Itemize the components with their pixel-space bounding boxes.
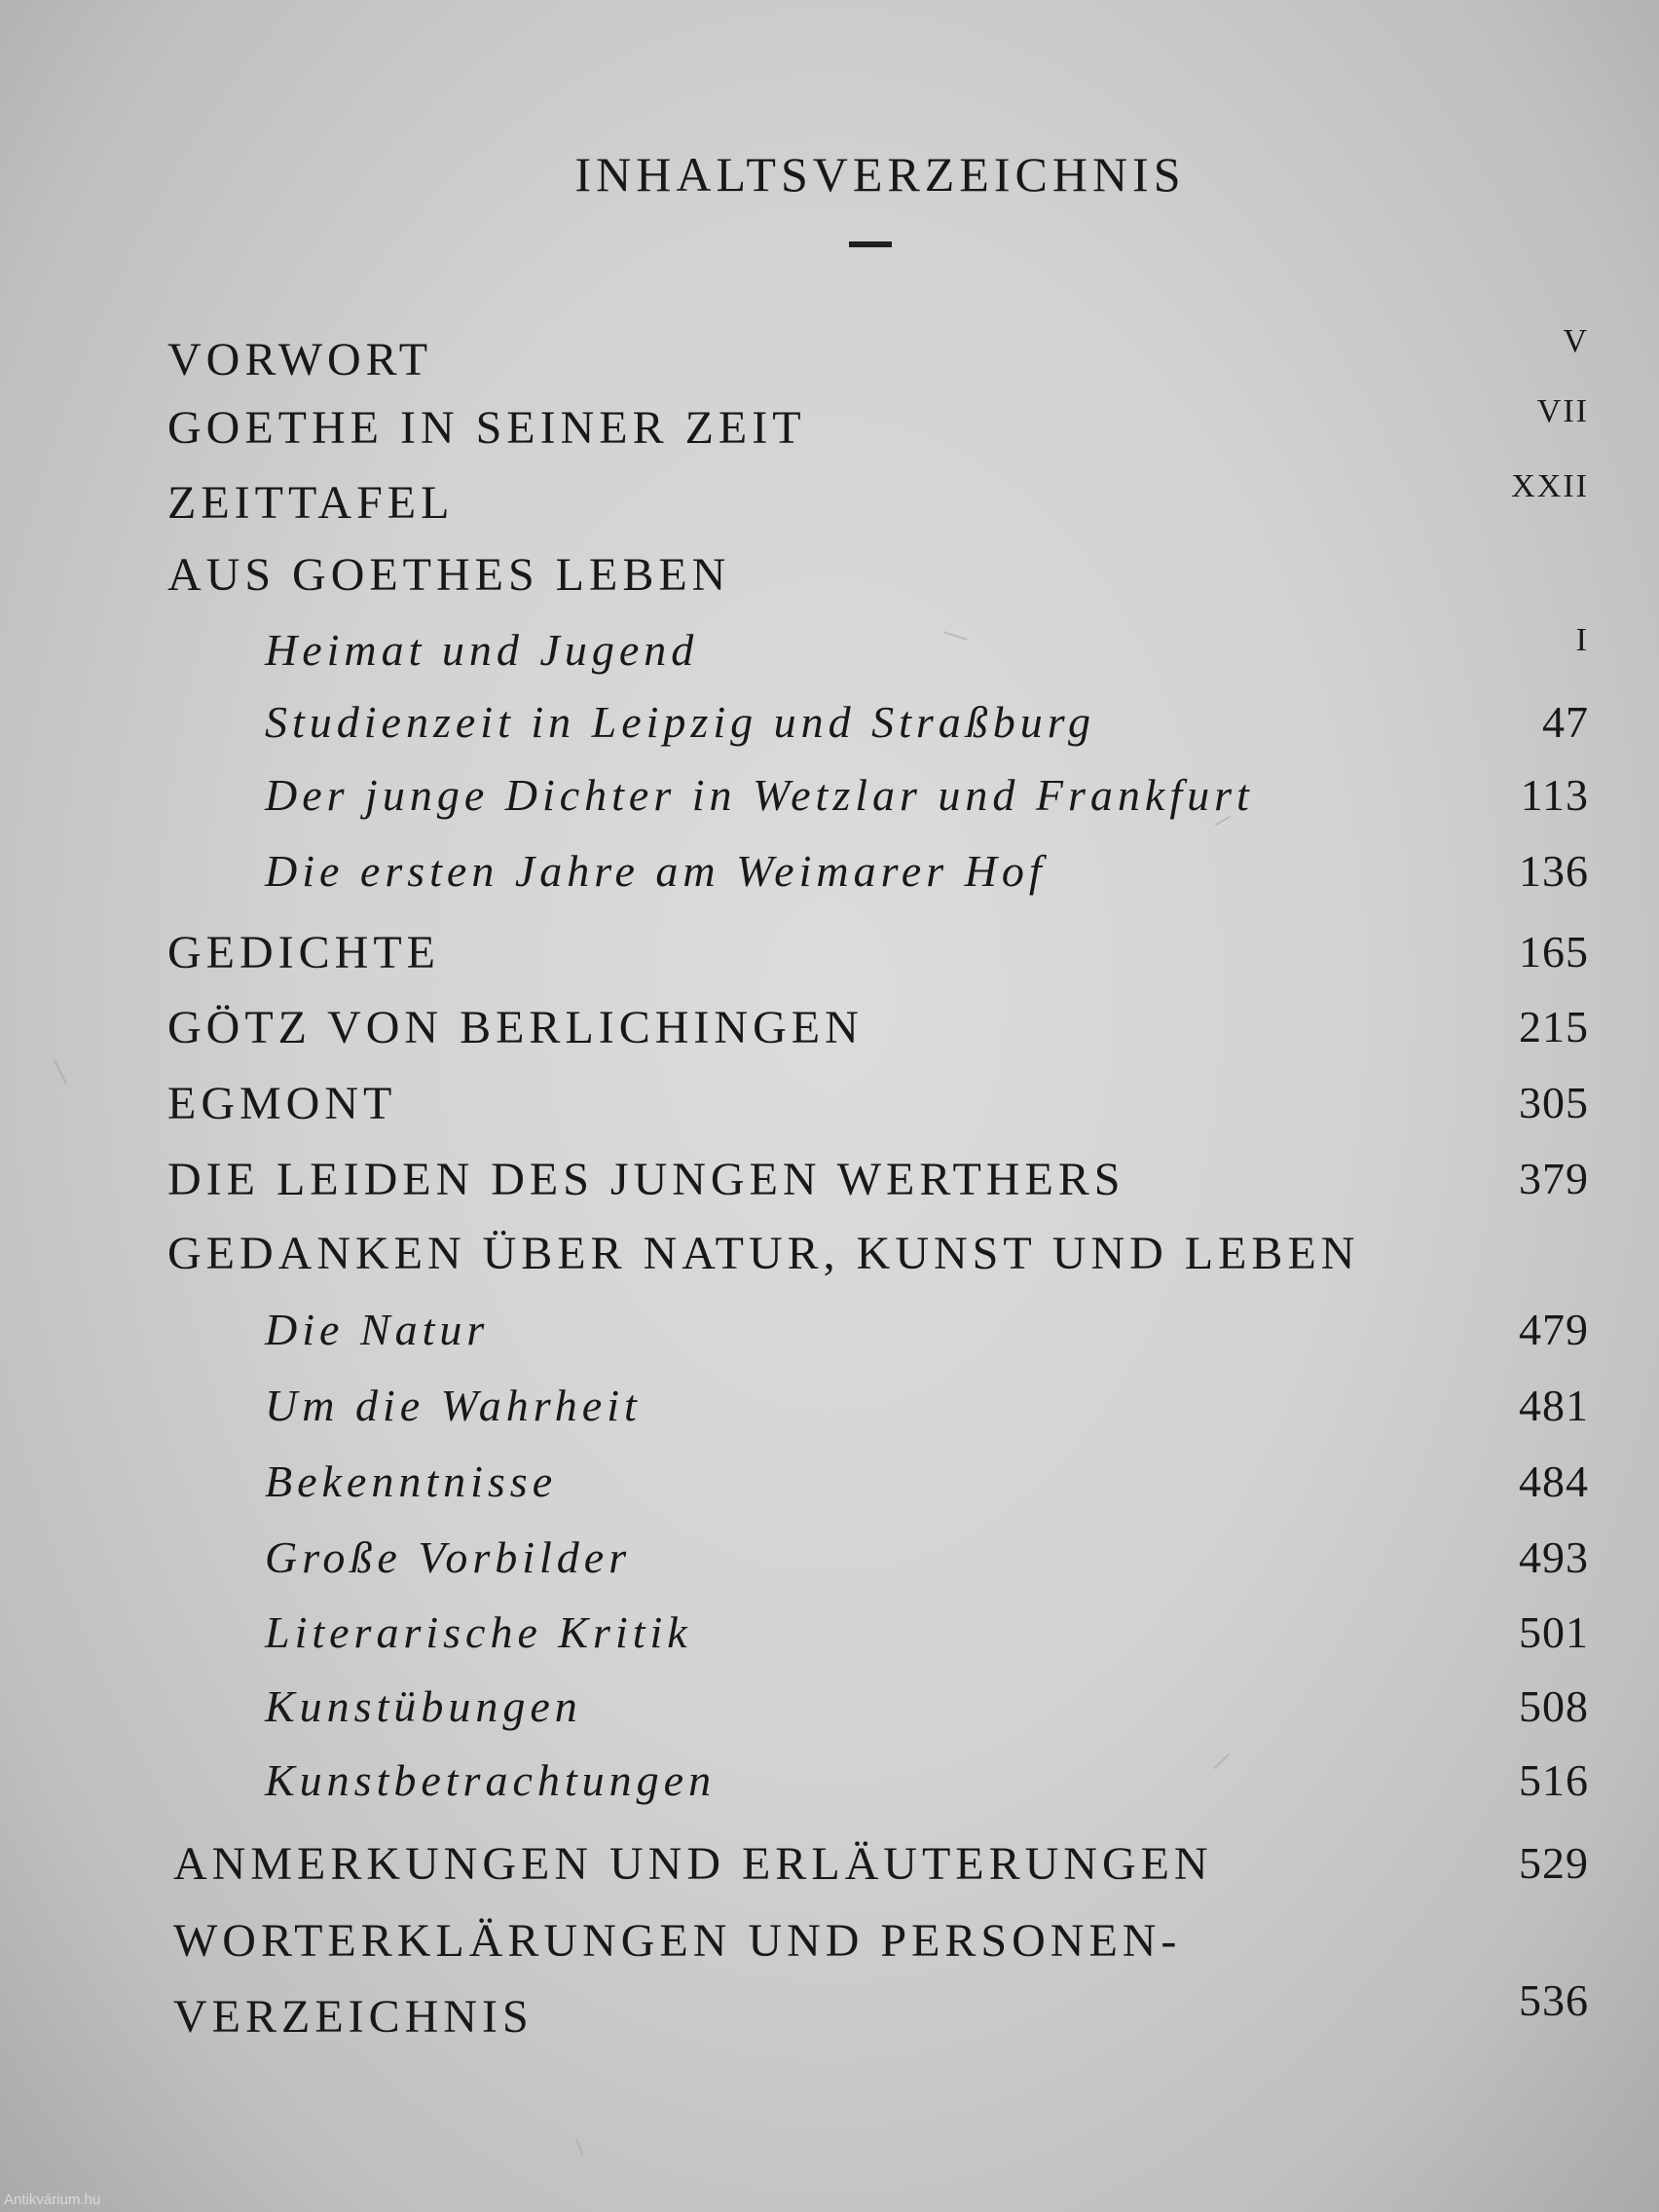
- toc-entry-label: DIE LEIDEN DES JUNGEN WERTHERS: [167, 1154, 1125, 1205]
- toc-page-number: 379: [1519, 1154, 1589, 1203]
- watermark-text: Antikvárium.hu: [4, 2192, 101, 2208]
- toc-entry-label: ZEITTAFEL: [167, 477, 455, 529]
- toc-entry-label: WORTERKLÄRUNGEN UND PERSONEN-: [173, 1915, 1182, 1967]
- toc-entry-label: GOETHE IN SEINER ZEIT: [167, 402, 806, 454]
- toc-page-number: I: [1575, 622, 1589, 658]
- toc-entry-label: Der junge Dichter in Wetzlar und Frankfurt: [265, 770, 1254, 820]
- toc-entry-label: Literarische Kritik: [265, 1607, 692, 1657]
- toc-entry-main: [0, 1149, 1659, 1217]
- toc-page-number: 305: [1519, 1078, 1589, 1127]
- toc-entry-main: [0, 468, 1659, 540]
- contents-title: INHALTSVERZEICHNIS: [574, 147, 1186, 202]
- toc-entry-main: [0, 1910, 1659, 1978]
- toc-entry-main: [0, 393, 1659, 465]
- toc-entry-label: GEDANKEN ÜBER NATUR, KUNST UND LEBEN: [167, 1228, 1360, 1279]
- toc-page-number: 493: [1519, 1532, 1589, 1582]
- toc-entry-label: Bekenntnisse: [265, 1456, 558, 1506]
- toc-entry-sub: [0, 1300, 1659, 1368]
- toc-entry-sub: [0, 1751, 1659, 1819]
- toc-entry-label: EGMONT: [167, 1078, 397, 1129]
- toc-page-number: 501: [1519, 1607, 1589, 1657]
- toc-section-heading: [0, 1223, 1659, 1291]
- toc-page-number: 536: [1519, 1975, 1589, 2025]
- toc-entry-sub: [0, 841, 1659, 909]
- toc-entry-label: ANMERKUNGEN UND ERLÄUTERUNGEN: [173, 1838, 1213, 1890]
- toc-entry-label: Heimat und Jugend: [265, 625, 699, 675]
- toc-page-number: 136: [1519, 846, 1589, 896]
- paper-fiber: [575, 2138, 584, 2155]
- toc-entry-label: Um die Wahrheit: [265, 1381, 642, 1430]
- toc-entry-label: Die Natur: [265, 1305, 490, 1354]
- toc-entry-sub: [0, 1452, 1659, 1520]
- toc-entry-main: [0, 1975, 1659, 2054]
- toc-entry-label: Kunstbetrachtungen: [265, 1755, 717, 1805]
- toc-entry-sub: [0, 1603, 1659, 1671]
- toc-entry-sub: [0, 1677, 1659, 1745]
- toc-entry-sub: [0, 620, 1659, 688]
- toc-entry-label: VERZEICHNIS: [173, 1991, 534, 2043]
- toc-page-number: 165: [1519, 927, 1589, 977]
- toc-entry-label: Studienzeit in Leipzig und Straßburg: [265, 697, 1095, 747]
- toc-page-number: 516: [1519, 1755, 1589, 1805]
- toc-page-number: 479: [1519, 1305, 1589, 1354]
- toc-entry-label: Kunstübungen: [265, 1681, 582, 1731]
- toc-entry-label: AUS GOETHES LEBEN: [167, 549, 731, 601]
- toc-entry-label: Große Vorbilder: [265, 1532, 632, 1582]
- toc-page-number: 481: [1519, 1381, 1589, 1430]
- toc-entry-main: [0, 997, 1659, 1065]
- toc-entry-sub: [0, 1376, 1659, 1444]
- toc-entry-label: GÖTZ VON BERLICHINGEN: [167, 1002, 864, 1053]
- toc-entry-sub: [0, 765, 1659, 833]
- toc-entry-main: [0, 323, 1659, 397]
- toc-page-number: V: [1563, 323, 1589, 359]
- toc-page-number: 529: [1519, 1838, 1589, 1888]
- toc-entry-main: [0, 1073, 1659, 1141]
- toc-entry-label: Die ersten Jahre am Weimarer Hof: [265, 846, 1047, 896]
- toc-page-number: 215: [1519, 1002, 1589, 1051]
- toc-page-number: XXII: [1511, 468, 1589, 504]
- toc-entry-main: [0, 1833, 1659, 1901]
- toc-page-number: VII: [1536, 393, 1589, 429]
- toc-entry-label: VORWORT: [167, 334, 433, 386]
- toc-page-number: 113: [1520, 770, 1589, 820]
- toc-section-heading: [0, 544, 1659, 612]
- toc-entry-sub: [0, 692, 1659, 760]
- toc-page-number: 484: [1519, 1456, 1589, 1506]
- toc-entry-sub: [0, 1528, 1659, 1596]
- title-rule: [849, 241, 892, 247]
- toc-page-number: 508: [1519, 1681, 1589, 1731]
- toc-page-number: 47: [1542, 697, 1589, 747]
- toc-entry-main: [0, 922, 1659, 990]
- toc-entry-label: GEDICHTE: [167, 927, 440, 978]
